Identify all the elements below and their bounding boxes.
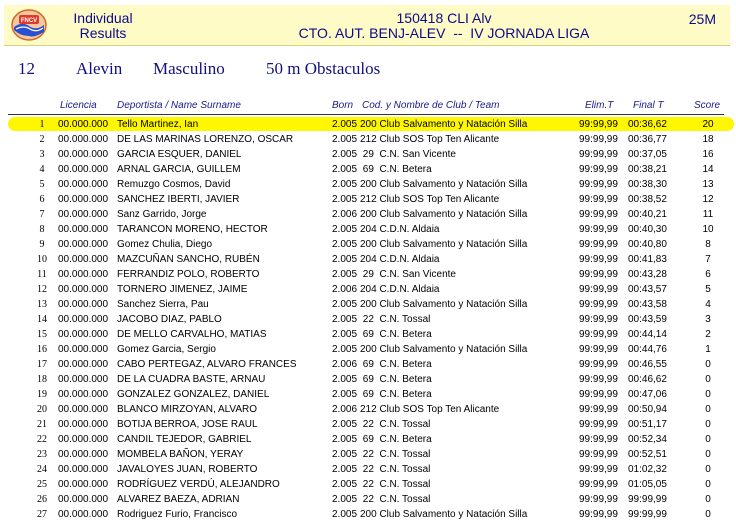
birth-year: 2.005: [332, 374, 358, 385]
elim-time: 99:99,99: [579, 224, 618, 235]
col-elim: Elim.T: [585, 100, 614, 111]
licencia: 00.000.000: [58, 314, 109, 325]
table-row: [0, 192, 736, 207]
table-row: [0, 312, 736, 327]
athlete-name: MOMBELA BAÑON, YERAY: [117, 449, 244, 460]
score: 16: [702, 149, 714, 160]
birth-year: 2.006: [332, 284, 358, 295]
place-number: 19: [37, 389, 47, 400]
birth-year: 2.005: [332, 164, 358, 175]
final-time: 00:38,52: [628, 194, 667, 205]
table-row: [0, 222, 736, 237]
meet-code: 150418 CLI Alv: [396, 10, 492, 26]
club-name: 22 C.N. Tossal: [360, 479, 431, 490]
final-time: 00:47,06: [628, 389, 667, 400]
score: 0: [705, 419, 711, 430]
birth-year: 2.005: [332, 269, 358, 280]
athlete-name: CABO PERTEGAZ, ALVARO FRANCES: [117, 359, 297, 370]
place-number: 23: [37, 449, 47, 460]
athlete-name: SANCHEZ IBERTI, JAVIER: [117, 194, 240, 205]
event-number: 12: [18, 59, 35, 78]
table-row: [0, 327, 736, 342]
elim-time: 99:99,99: [579, 359, 618, 370]
score: 12: [702, 194, 714, 205]
score: 11: [702, 209, 714, 220]
place-number: 22: [37, 434, 47, 445]
elim-time: 99:99,99: [579, 344, 618, 355]
elim-time: 99:99,99: [579, 299, 618, 310]
score: 10: [702, 224, 714, 235]
place-number: 21: [37, 419, 47, 430]
meet-name: CTO. AUT. BENJ-ALEV -- IV JORNADA LIGA: [298, 25, 590, 41]
table-row: [0, 492, 736, 507]
final-time: 00:50,94: [628, 404, 667, 415]
score: 0: [705, 404, 711, 415]
elim-time: 99:99,99: [579, 284, 618, 295]
results-header: [4, 5, 730, 46]
final-time: 01:02,32: [628, 464, 667, 475]
birth-year: 2.005: [332, 254, 358, 265]
birth-year: 2.005: [332, 344, 358, 355]
place-number: 27: [37, 509, 47, 520]
col-score: Score: [694, 100, 721, 111]
club-name: 69 C.N. Betera: [360, 329, 432, 340]
elim-time: 99:99,99: [579, 194, 618, 205]
score: 20: [702, 119, 714, 130]
svg-text:FNCV: FNCV: [20, 18, 38, 24]
elim-time: 99:99,99: [579, 494, 618, 505]
score: 6: [705, 269, 711, 280]
place-number: 17: [37, 359, 47, 370]
licencia: 00.000.000: [58, 404, 109, 415]
athlete-name: TORNERO JIMENEZ, JAIME: [117, 284, 248, 295]
licencia: 00.000.000: [58, 194, 109, 205]
athlete-name: Tello Martinez, Ian: [117, 119, 199, 130]
table-row: [0, 342, 736, 357]
licencia: 00.000.000: [58, 374, 109, 385]
place-number: 5: [39, 179, 45, 190]
elim-time: 99:99,99: [579, 509, 618, 520]
birth-year: 2.005: [332, 389, 358, 400]
elim-time: 99:99,99: [579, 179, 618, 190]
club-name: 200 Club Salvamento y Natación Silla: [360, 239, 528, 250]
licencia: 00.000.000: [58, 299, 109, 310]
place-number: 3: [39, 149, 45, 160]
final-time: 00:36,77: [628, 134, 667, 145]
elim-time: 99:99,99: [579, 314, 618, 325]
birth-year: 2.005: [332, 449, 358, 460]
place-number: 15: [37, 329, 47, 340]
final-time: 00:40,30: [628, 224, 667, 235]
final-time: 00:52,51: [628, 449, 667, 460]
birth-year: 2.006: [332, 209, 358, 220]
score: 1: [705, 344, 711, 355]
final-time: 00:43,57: [628, 284, 667, 295]
club-name: 200 Club Salvamento y Natación Silla: [360, 509, 528, 520]
club-name: 69 C.N. Betera: [360, 164, 432, 175]
athlete-name: Remuzgo Cosmos, David: [117, 179, 231, 190]
elim-time: 99:99,99: [579, 374, 618, 385]
licencia: 00.000.000: [58, 434, 109, 445]
birth-year: 2.005: [332, 239, 358, 250]
athlete-name: CANDIL TEJEDOR, GABRIEL: [117, 434, 252, 445]
place-number: 20: [37, 404, 47, 415]
col-club: Cod. y Nombre de Club / Team: [362, 100, 500, 111]
elim-time: 99:99,99: [579, 434, 618, 445]
final-time: 00:51,17: [628, 419, 667, 430]
elim-time: 99:99,99: [579, 479, 618, 490]
score: 0: [705, 449, 711, 460]
birth-year: 2.005: [332, 299, 358, 310]
table-row: [0, 507, 736, 522]
table-row: [0, 357, 736, 372]
place-number: 13: [37, 299, 47, 310]
licencia: 00.000.000: [58, 119, 109, 130]
place-number: 10: [37, 254, 47, 265]
club-name: 22 C.N. Tossal: [360, 314, 431, 325]
licencia: 00.000.000: [58, 329, 109, 340]
club-name: 212 Club SOS Top Ten Alicante: [360, 404, 500, 415]
table-row: [0, 207, 736, 222]
athlete-name: Sanchez Sierra, Pau: [117, 299, 209, 310]
elim-time: 99:99,99: [579, 254, 618, 265]
table-row: [0, 417, 736, 432]
licencia: 00.000.000: [58, 149, 109, 160]
header-divider: [8, 114, 724, 115]
athlete-name: ARNAL GARCIA, GUILLEM: [117, 164, 241, 175]
place-number: 9: [39, 239, 45, 250]
final-time: 00:44,76: [628, 344, 667, 355]
club-name: 69 C.N. Betera: [360, 374, 432, 385]
final-time: 99:99,99: [628, 494, 667, 505]
place-number: 16: [37, 344, 47, 355]
athlete-name: MAZCUÑAN SANCHO, RUBÉN: [117, 254, 260, 265]
elim-time: 99:99,99: [579, 419, 618, 430]
birth-year: 2.005: [332, 149, 358, 160]
score: 0: [705, 389, 711, 400]
licencia: 00.000.000: [58, 464, 109, 475]
elim-time: 99:99,99: [579, 464, 618, 475]
birth-year: 2.006: [332, 404, 358, 415]
club-name: 22 C.N. Tossal: [360, 419, 431, 430]
final-time: 99:99,99: [628, 509, 667, 520]
final-time: 00:43,59: [628, 314, 667, 325]
table-row: [0, 282, 736, 297]
club-name: 69 C.N. Betera: [360, 359, 432, 370]
place-number: 11: [37, 269, 47, 280]
licencia: 00.000.000: [58, 179, 109, 190]
licencia: 00.000.000: [58, 494, 109, 505]
licencia: 00.000.000: [58, 359, 109, 370]
elim-time: 99:99,99: [579, 269, 618, 280]
final-time: 00:43,28: [628, 269, 667, 280]
score: 13: [702, 179, 714, 190]
elim-time: 99:99,99: [579, 389, 618, 400]
final-time: 00:40,21: [628, 209, 667, 220]
athlete-name: Sanz Garrido, Jorge: [117, 209, 207, 220]
table-row: [0, 432, 736, 447]
event-gender: Masculino: [153, 59, 225, 78]
place-number: 8: [39, 224, 45, 235]
score: 3: [705, 314, 711, 325]
score: 0: [705, 434, 711, 445]
elim-time: 99:99,99: [579, 149, 618, 160]
elim-time: 99:99,99: [579, 449, 618, 460]
place-number: 26: [37, 494, 47, 505]
table-row: [0, 462, 736, 477]
athlete-name: GONZALEZ GONZALEZ, DANIEL: [117, 389, 270, 400]
licencia: 00.000.000: [58, 389, 109, 400]
score: 7: [705, 254, 711, 265]
birth-year: 2.005: [332, 434, 358, 445]
place-number: 18: [37, 374, 47, 385]
col-licencia: Licencia: [60, 100, 97, 111]
licencia: 00.000.000: [58, 269, 109, 280]
table-row: [0, 132, 736, 147]
birth-year: 2.005: [332, 509, 358, 520]
club-name: 69 C.N. Betera: [360, 389, 432, 400]
athlete-name: RODRÍGUEZ VERDÚ, ALEJANDRO: [117, 479, 280, 490]
federation-logo: [10, 8, 48, 42]
licencia: 00.000.000: [58, 134, 109, 145]
place-number: 12: [37, 284, 47, 295]
birth-year: 2.005: [332, 119, 358, 130]
final-time: 00:52,34: [628, 434, 667, 445]
score: 2: [705, 329, 711, 340]
table-row: [0, 297, 736, 312]
licencia: 00.000.000: [58, 479, 109, 490]
birth-year: 2.005: [332, 134, 358, 145]
score: 0: [705, 509, 711, 520]
birth-year: 2.005: [332, 479, 358, 490]
licencia: 00.000.000: [58, 284, 109, 295]
birth-year: 2.005: [332, 464, 358, 475]
score: 0: [705, 479, 711, 490]
score: 4: [705, 299, 711, 310]
table-row: [0, 402, 736, 417]
final-time: 00:36,62: [628, 119, 667, 130]
athlete-name: GARCIA ESQUER, DANIEL: [117, 149, 242, 160]
club-name: 22 C.N. Tossal: [360, 494, 431, 505]
licencia: 00.000.000: [58, 254, 109, 265]
athlete-name: Gomez Garcia, Sergio: [117, 344, 216, 355]
athlete-name: DE LA CUADRA BASTE, ARNAU: [117, 374, 266, 385]
birth-year: 2.005: [332, 194, 358, 205]
final-time: 00:41,83: [628, 254, 667, 265]
licencia: 00.000.000: [58, 164, 109, 175]
athlete-name: TARANCON MORENO, HECTOR: [117, 224, 268, 235]
place-number: 1: [39, 119, 45, 130]
place-number: 6: [39, 194, 45, 205]
results-table: [0, 117, 736, 522]
licencia: 00.000.000: [58, 509, 109, 520]
final-time: 00:38,21: [628, 164, 667, 175]
athlete-name: ALVAREZ BAEZA, ADRIAN: [117, 494, 240, 505]
score: 8: [705, 239, 711, 250]
elim-time: 99:99,99: [579, 239, 618, 250]
place-number: 2: [39, 134, 45, 145]
final-time: 00:43,58: [628, 299, 667, 310]
score: 0: [705, 374, 711, 385]
birth-year: 2.006: [332, 359, 358, 370]
birth-year: 2.005: [332, 329, 358, 340]
club-name: 212 Club SOS Top Ten Alicante: [360, 194, 500, 205]
athlete-name: DE LAS MARINAS LORENZO, OSCAR: [117, 134, 294, 145]
birth-year: 2.005: [332, 494, 358, 505]
elim-time: 99:99,99: [579, 404, 618, 415]
report-title: Individual Results: [73, 10, 133, 41]
athlete-name: JAVALOYES JUAN, ROBERTO: [117, 464, 258, 475]
club-name: 204 C.D.N. Aldaia: [360, 224, 440, 235]
table-row: [0, 237, 736, 252]
table-row: [0, 117, 736, 132]
club-name: 200 Club Salvamento y Natación Silla: [360, 209, 528, 220]
licencia: 00.000.000: [58, 224, 109, 235]
meet-info: [254, 11, 634, 41]
elim-time: 99:99,99: [579, 134, 618, 145]
licencia: 00.000.000: [58, 419, 109, 430]
final-time: 00:37,05: [628, 149, 667, 160]
athlete-name: BOTIJA BERROA, JOSE RAUL: [117, 419, 258, 430]
event-category: Alevin: [76, 59, 123, 78]
athlete-name: JACOBO DIAZ, PABLO: [117, 314, 222, 325]
athlete-name: DE MELLO CARVALHO, MATIAS: [117, 329, 267, 340]
elim-time: 99:99,99: [579, 209, 618, 220]
club-name: 22 C.N. Tossal: [360, 464, 431, 475]
place-number: 14: [37, 314, 47, 325]
club-name: 204 C.D.N. Aldaia: [360, 284, 440, 295]
athlete-name: BLANCO MIRZOYAN, ALVARO: [117, 404, 258, 415]
licencia: 00.000.000: [58, 449, 109, 460]
table-row: [0, 162, 736, 177]
licencia: 00.000.000: [58, 344, 109, 355]
club-name: 29 C.N. San Vicente: [360, 149, 456, 160]
athlete-name: Gomez Chulia, Diego: [117, 239, 213, 250]
score: 14: [702, 164, 714, 175]
birth-year: 2.005: [332, 419, 358, 430]
birth-year: 2.005: [332, 224, 358, 235]
table-row: [0, 477, 736, 492]
col-born: Born: [332, 100, 354, 111]
birth-year: 2.005: [332, 179, 358, 190]
score: 18: [702, 134, 714, 145]
athlete-name: Rodriguez Furio, Francisco: [117, 509, 238, 520]
club-name: 204 C.D.N. Aldaia: [360, 254, 440, 265]
club-name: 69 C.N. Betera: [360, 434, 432, 445]
club-name: 29 C.N. San Vicente: [360, 269, 456, 280]
elim-time: 99:99,99: [579, 329, 618, 340]
licencia: 00.000.000: [58, 209, 109, 220]
place-number: 7: [39, 209, 45, 220]
elim-time: 99:99,99: [579, 119, 618, 130]
club-name: 200 Club Salvamento y Natación Silla: [360, 119, 528, 130]
athlete-name: FERRANDIZ POLO, ROBERTO: [117, 269, 260, 280]
table-row: [0, 177, 736, 192]
place-number: 25: [37, 479, 47, 490]
score: 0: [705, 494, 711, 505]
final-time: 00:40,80: [628, 239, 667, 250]
event-name: 50 m Obstaculos: [266, 59, 381, 78]
col-deportista: Deportista / Name Surname: [117, 100, 241, 111]
birth-year: 2.005: [332, 314, 358, 325]
table-row: [0, 372, 736, 387]
table-row: [0, 252, 736, 267]
elim-time: 99:99,99: [579, 164, 618, 175]
place-number: 24: [37, 464, 47, 475]
club-name: 22 C.N. Tossal: [360, 449, 431, 460]
club-name: 200 Club Salvamento y Natación Silla: [360, 179, 528, 190]
licencia: 00.000.000: [58, 239, 109, 250]
score: 0: [705, 464, 711, 475]
column-headers: [0, 100, 736, 114]
table-row: [0, 267, 736, 282]
score: 5: [705, 284, 711, 295]
final-time: 01:05,05: [628, 479, 667, 490]
score: 0: [705, 359, 711, 370]
table-row: [0, 447, 736, 462]
final-time: 00:44,14: [628, 329, 667, 340]
place-number: 4: [39, 164, 45, 175]
club-name: 212 Club SOS Top Ten Alicante: [360, 134, 500, 145]
col-final: Final T: [633, 100, 664, 111]
final-time: 00:38,30: [628, 179, 667, 190]
club-name: 200 Club Salvamento y Natación Silla: [360, 344, 528, 355]
final-time: 00:46,62: [628, 374, 667, 385]
final-time: 00:46,55: [628, 359, 667, 370]
club-name: 200 Club Salvamento y Natación Silla: [360, 299, 528, 310]
table-row: [0, 147, 736, 162]
pool-length: 25M: [688, 11, 716, 27]
table-row: [0, 387, 736, 402]
